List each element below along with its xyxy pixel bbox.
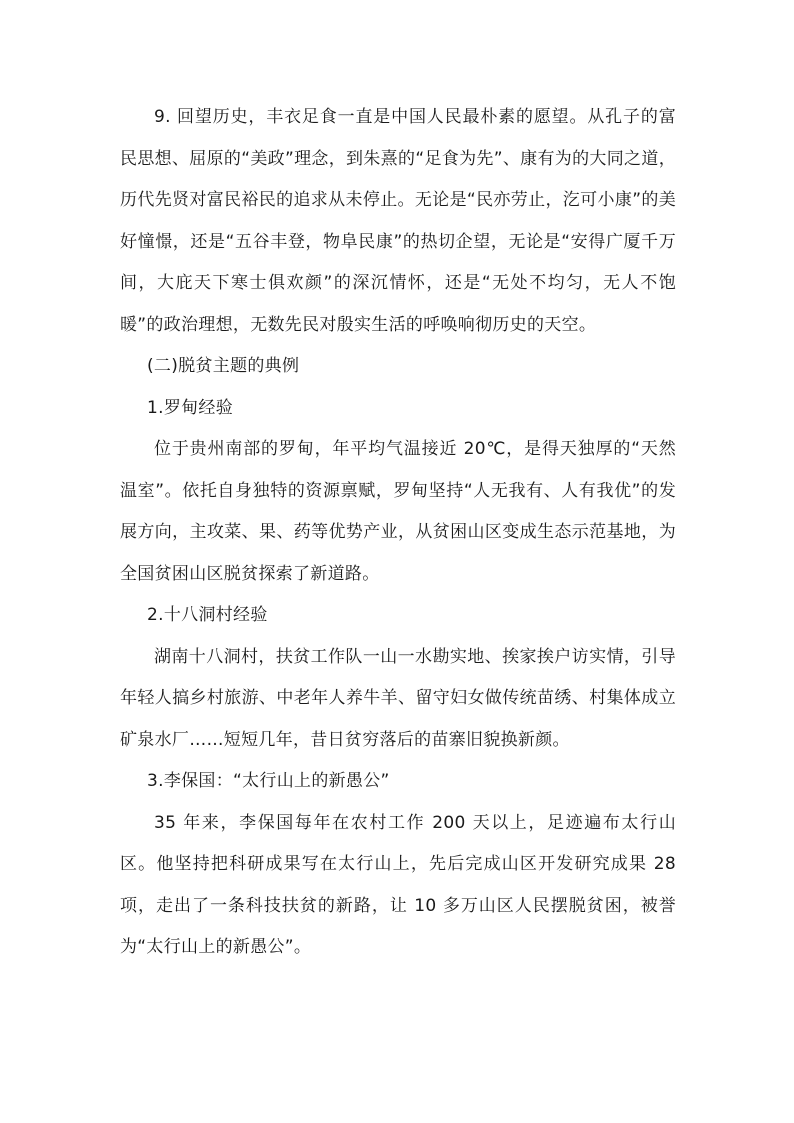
subheading-shibadong-experience: 2.十八洞村经验 — [147, 605, 268, 625]
subheading-li-baoguo: 3.李保国：“太行山上的新愚公” — [147, 771, 390, 791]
paragraph-li-baoguo: 35 年来，李保国每年在农村工作 200 天以上，足迹遍布太行山区。他坚持把科研成果写在太行山上，先后完成山区开发研究成果 28 项，走出了一条科技扶贫的新路，让 10 多万山区人民摆脱贫困，被誉为“太行山上的新愚公”。 — [120, 812, 676, 957]
paragraph-shibadong: 湖南十八洞村，扶贫工作队一山一水勘实地、挨家挨户访实情，引导年轻人搞乡村旅游、中老年人养牛羊、留守妇女做传统苗绣、村集体成立矿泉水厂……短短几年，昔日贫穷落后的苗寨旧貌换新颜。 — [120, 646, 676, 750]
subheading-luodian-experience: 1.罗甸经验 — [147, 397, 234, 418]
paragraph-luodian: 位于贵州南部的罗甸，年平均气温接近 20℃，是得天独厚的“天然温室”。依托自身独特的资源禀赋，罗甸坚持“人无我有、人有我优”的发展方向，主攻菜、果、药等优势产业，从贫困山区变成生态示范基地，为全国贫困山区脱贫探索了新道路。 — [120, 439, 676, 584]
paragraph-history-of-prosperity: 9. 回望历史，丰衣足食一直是中国人民最朴素的愿望。从孔子的富民思想、屈原的“美政”理念，到朱熹的“足食为先”、康有为的大同之道，历代先贤对富民裕民的追求从未停止。无论是“民亦劳止，汔可小康”的美好憧憬，还是“五谷丰登，物阜民康”的热切企望，无论是“安得广厦千万间，大庇天下寒士俱欢颜”的深沉情怀，还是“无处不均匀，无人不饱暖”的政治理想，无数先民对殷实生活的呼唤响彻历史的天空。 — [120, 107, 676, 335]
section-heading-poverty-examples: (二)脱贫主题的典例 — [147, 356, 300, 376]
document-body — [120, 97, 676, 969]
